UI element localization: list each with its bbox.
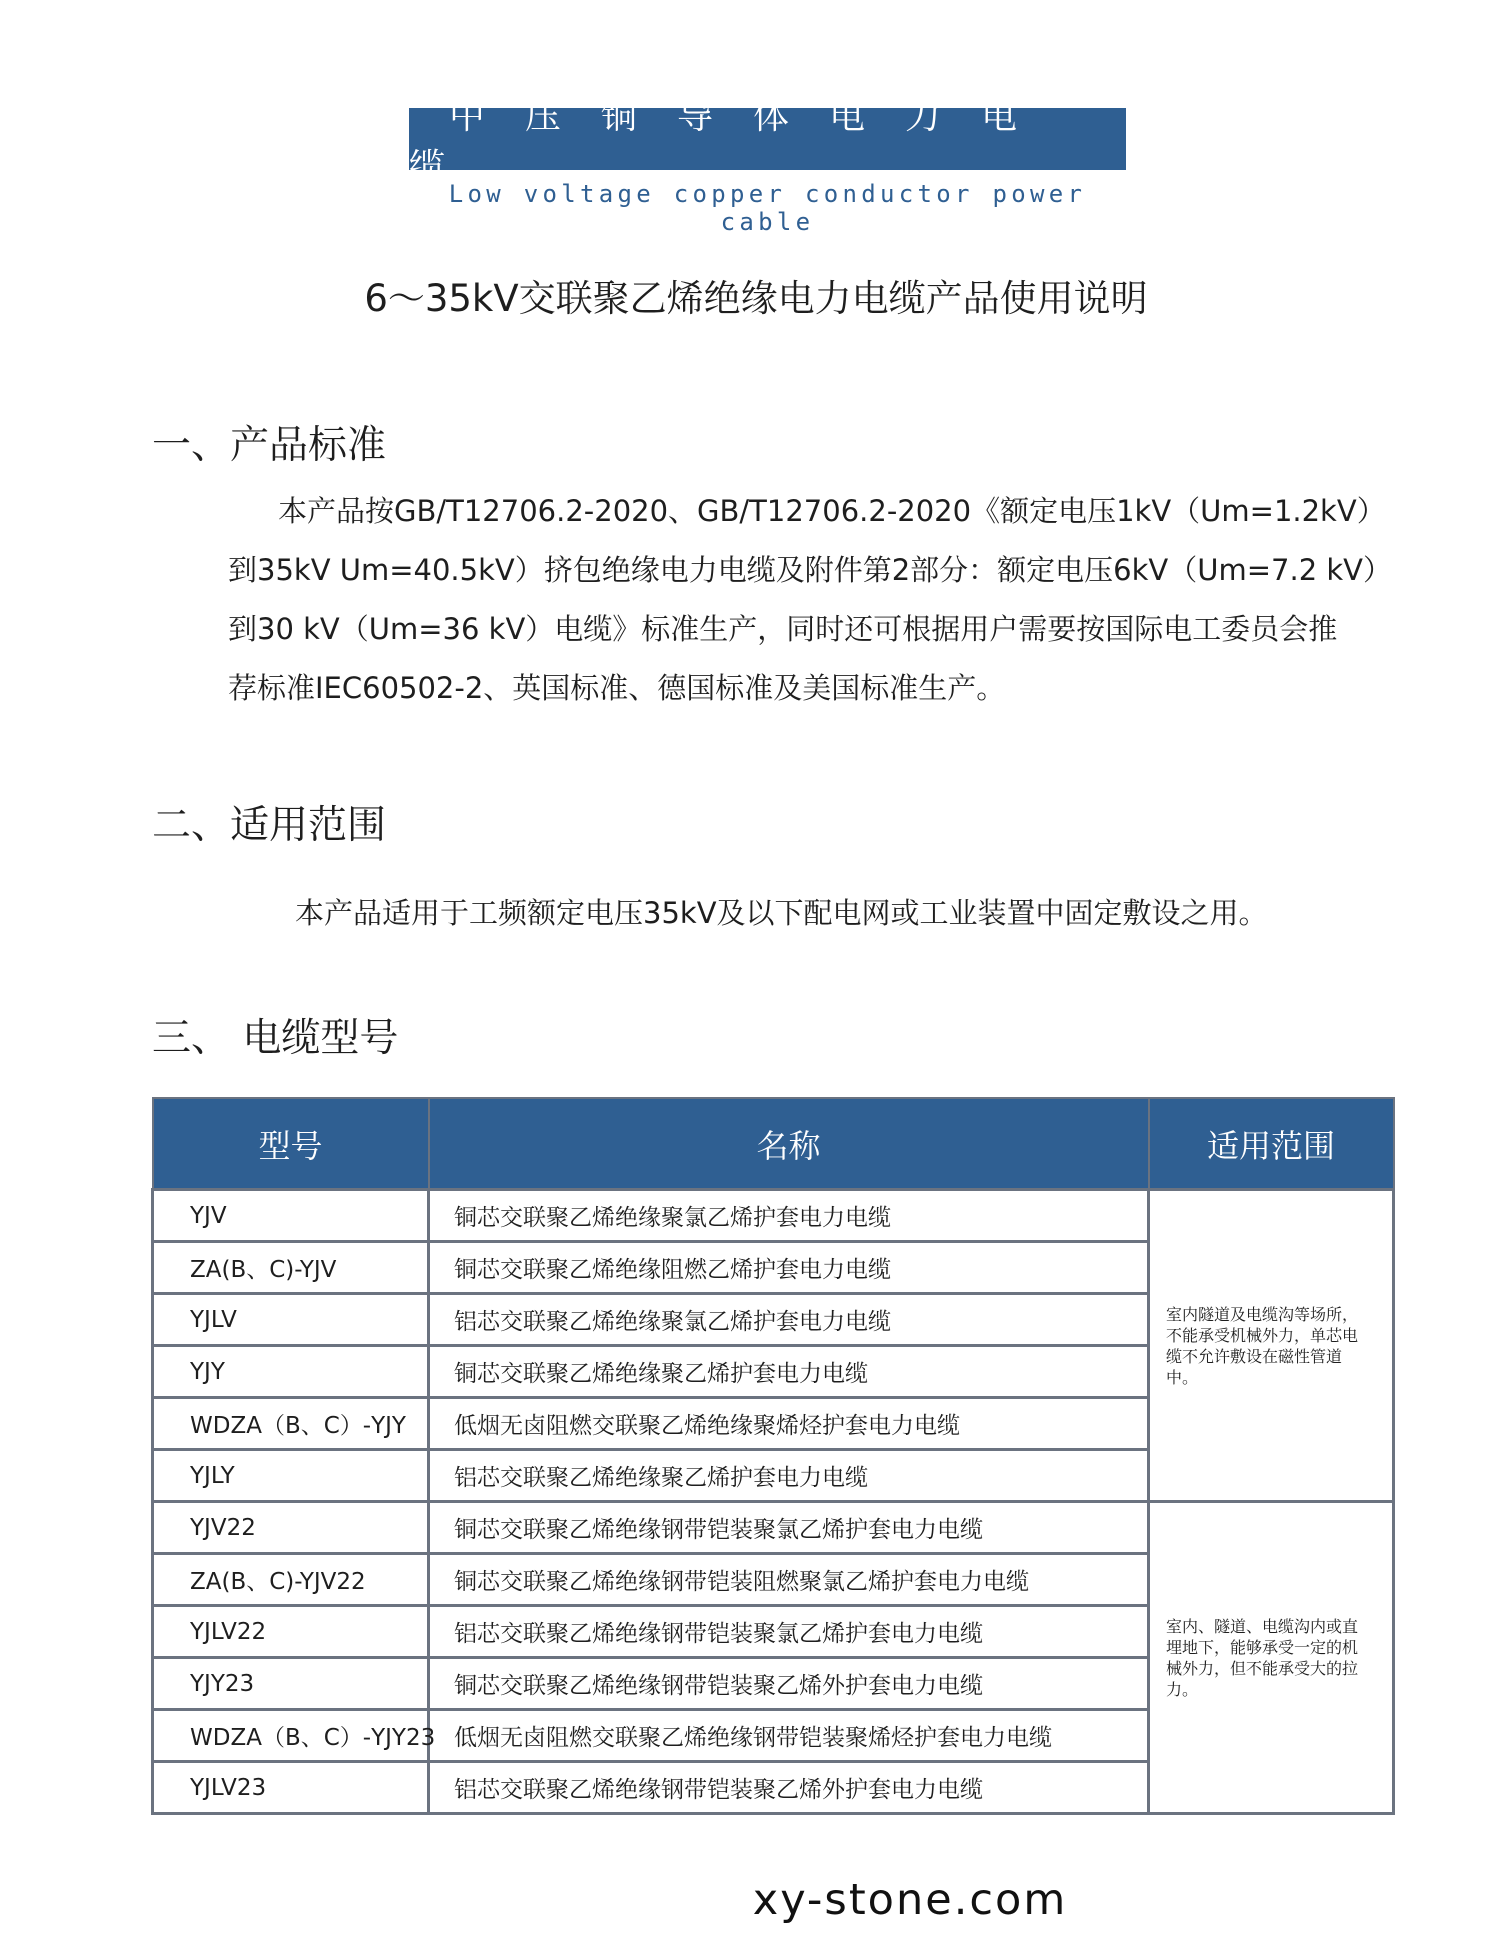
- section-heading-standard: 一、产品标准: [152, 423, 387, 468]
- name-cell: 低烟无卤阻燃交联聚乙烯绝缘聚烯烃护套电力电缆: [429, 1398, 1149, 1450]
- standard-line-4: 荐标准IEC60502-2、英国标准、德国标准及美国标准生产。: [228, 671, 1006, 705]
- model-cell: YJLV: [153, 1294, 429, 1346]
- model-cell: YJY23: [153, 1658, 429, 1710]
- standard-line-2: 到35kV Um=40.5kV）挤包绝缘电力电缆及附件第2部分：额定电压6kV（Um=7.2 kV）: [228, 553, 1393, 587]
- model-cell: YJLV22: [153, 1606, 429, 1658]
- model-cell: WDZA（B、C）-YJY: [153, 1398, 429, 1450]
- banner-title: 中压铜导体电力电缆: [409, 108, 1126, 170]
- cable-model-table: [151, 1097, 1395, 1815]
- scope-paragraph: 本产品适用于工频额定电压35kV及以下配电网或工业装置中固定敷设之用。: [295, 896, 1268, 930]
- name-cell: 铜芯交联聚乙烯绝缘钢带铠装阻燃聚氯乙烯护套电力电缆: [429, 1554, 1149, 1606]
- section-heading-models: 三、 电缆型号: [152, 1016, 399, 1061]
- scope-cell: 室内、隧道、电缆沟内或直埋地下，能够承受一定的机械外力，但不能承受大的拉力。: [1149, 1502, 1394, 1814]
- name-cell: 铝芯交联聚乙烯绝缘聚氯乙烯护套电力电缆: [429, 1294, 1149, 1346]
- standard-paragraph: [228, 482, 1453, 718]
- name-cell: 铝芯交联聚乙烯绝缘聚乙烯护套电力电缆: [429, 1450, 1149, 1502]
- name-cell: 铜芯交联聚乙烯绝缘阻燃乙烯护套电力电缆: [429, 1242, 1149, 1294]
- model-cell: WDZA（B、C）-YJY23: [153, 1710, 429, 1762]
- name-cell: 铝芯交联聚乙烯绝缘钢带铠装聚氯乙烯护套电力电缆: [429, 1606, 1149, 1658]
- scope-cell: 室内隧道及电缆沟等场所，不能承受机械外力，单芯电缆不允许敷设在磁性管道中。: [1149, 1190, 1394, 1502]
- banner-subtitle: Low voltage copper conductor power cable: [448, 180, 1087, 236]
- model-cell: YJY: [153, 1346, 429, 1398]
- header-scope: 适用范围: [1149, 1098, 1394, 1190]
- table-row: [153, 1190, 1394, 1242]
- name-cell: 低烟无卤阻燃交联聚乙烯绝缘钢带铠装聚烯烃护套电力电缆: [429, 1710, 1149, 1762]
- document-title: 6～35kV交联聚乙烯绝缘电力电缆产品使用说明: [364, 277, 1148, 320]
- model-cell: YJV: [153, 1190, 429, 1242]
- name-cell: 铜芯交联聚乙烯绝缘钢带铠装聚乙烯外护套电力电缆: [429, 1658, 1149, 1710]
- model-cell: ZA(B、C)-YJV22: [153, 1554, 429, 1606]
- footer-website: xy-stone.com: [752, 1875, 1068, 1925]
- name-cell: 铜芯交联聚乙烯绝缘聚乙烯护套电力电缆: [429, 1346, 1149, 1398]
- name-cell: 铝芯交联聚乙烯绝缘钢带铠装聚乙烯外护套电力电缆: [429, 1762, 1149, 1814]
- standard-line-3: 到30 kV（Um=36 kV）电缆》标准生产，同时还可根据用户需要按国际电工委员会推: [228, 612, 1338, 646]
- standard-line-1: 本产品按GB/T12706.2-2020、GB/T12706.2-2020《额定电压1kV（Um=1.2kV）: [278, 494, 1386, 528]
- model-cell: YJV22: [153, 1502, 429, 1554]
- model-cell: YJLY: [153, 1450, 429, 1502]
- header-model: 型号: [153, 1098, 429, 1190]
- model-cell: YJLV23: [153, 1762, 429, 1814]
- name-cell: 铜芯交联聚乙烯绝缘钢带铠装聚氯乙烯护套电力电缆: [429, 1502, 1149, 1554]
- model-cell: ZA(B、C)-YJV: [153, 1242, 429, 1294]
- table-row: [153, 1502, 1394, 1554]
- name-cell: 铜芯交联聚乙烯绝缘聚氯乙烯护套电力电缆: [429, 1190, 1149, 1242]
- header-name: 名称: [429, 1098, 1149, 1190]
- table-header-row: [153, 1098, 1394, 1190]
- section-heading-scope: 二、适用范围: [152, 803, 387, 848]
